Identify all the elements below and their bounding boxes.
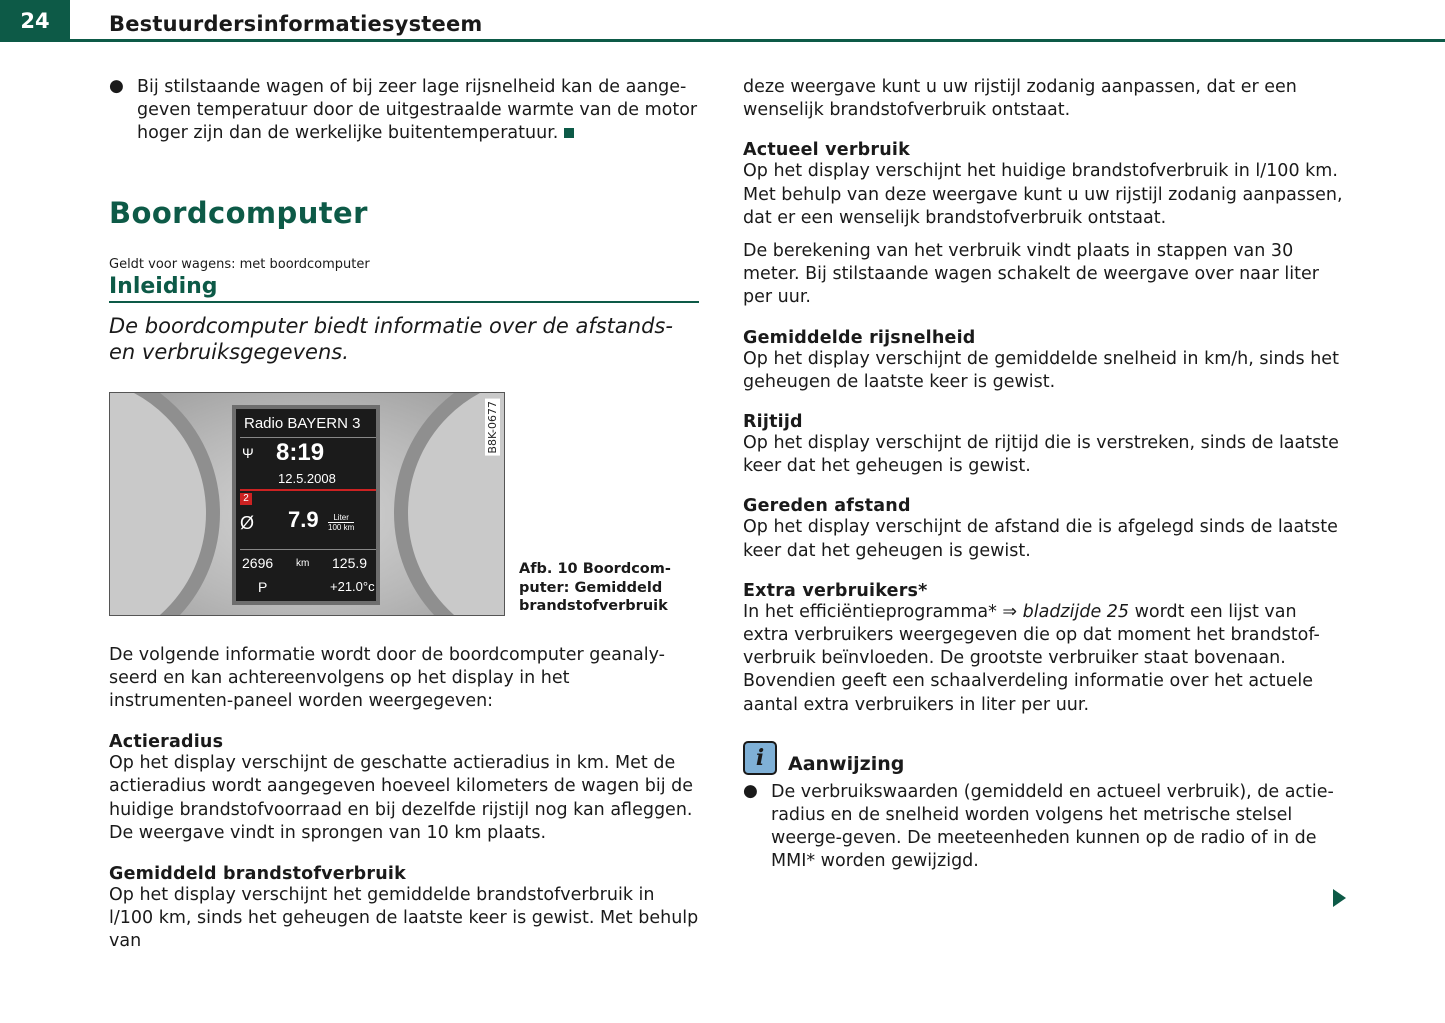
heading-gereden-afstand: Gereden afstand	[743, 496, 911, 517]
page-reference-link[interactable]: bladzijde 25	[1022, 601, 1130, 622]
text-gemiddeld-verbruik: Op het display verschijnt het gemiddelde brandstofverbruik in l/100 km, sinds het geheugen de laatste keer is gewist. Met behulp van	[109, 885, 699, 952]
memory-badge: 2	[240, 493, 252, 505]
display-temperature: +21.0°c	[330, 578, 375, 594]
display-divider	[240, 437, 376, 438]
text-rijtijd: Op het display verschijnt de rijtijd die is verstreken, sinds de laatste keer dat het geheugen is gewist.	[743, 433, 1339, 477]
right-column	[743, 76, 1343, 874]
bullet-dot-icon: ●	[109, 76, 124, 96]
text-rijsnelheid: Op het display verschijnt de gemiddelde snelheid in km/h, sinds het geheugen de laatste keer is gewist.	[743, 348, 1339, 392]
note-title: Aanwijzing	[788, 752, 905, 775]
bullet-dot-icon: ●	[743, 780, 758, 801]
note-bullet	[743, 781, 1343, 874]
continuation-text: deze weergave kunt u uw rijstijl zodanig aanpassen, dat er een wenselijk brandstofverbruik ontstaat.	[743, 77, 1297, 121]
header-rule	[70, 39, 1445, 42]
display-range-unit: km	[296, 557, 310, 569]
running-header-title: Bestuurdersinformatiesysteem	[109, 12, 483, 36]
driver-info-display	[232, 405, 380, 605]
display-station: Radio BAYERN 3	[244, 414, 361, 432]
consumption-unit	[328, 513, 354, 532]
next-page-arrow-icon[interactable]	[1333, 889, 1346, 907]
left-gauge	[109, 392, 220, 616]
extra-text-a: In het efficiëntieprogramma* ⇒	[743, 601, 1023, 622]
display-date: 12.5.2008	[278, 470, 336, 486]
text-actueel-verbruik-1: Op het display verschijnt het huidige brandstofverbruik in l/100 km. Met behulp van deze weergave kunt u uw rijstijl zodanig aanpassen, dat er een wenselijk brandstofverbruik ontstaat.	[743, 161, 1343, 228]
display-time: 8:19	[276, 438, 325, 466]
average-symbol: Ø	[240, 512, 255, 533]
figure-code: B8K-0677	[486, 400, 499, 454]
instrument-cluster-figure	[109, 392, 505, 616]
heading-rijsnelheid: Gemiddelde rijsnelheid	[743, 327, 976, 348]
display-consumption: 7.9	[288, 506, 319, 532]
unit-top: Liter	[333, 512, 349, 522]
display-range: 2696	[242, 554, 274, 571]
extra-text-b: wordt een lijst van extra verbruikers weergegeven die op dat moment het brandstof-verbruik beïnvloeden. De grootste verbruiker staat bovenaan. Bovendien geeft een schaalverdeling informatie over het actuele aantal extra verbruikers in liter per uur.	[743, 601, 1320, 715]
subsection-title: Inleiding	[109, 274, 699, 303]
note-text: De verbruikswaarden (gemiddeld en actueel verbruik), de actie-radius en de snelheid worden volgens het metrische stelsel weerge-geven. De meeteenheden kunnen op de radio of in de MMI* worden gewijzigd.	[771, 781, 1334, 872]
applies-to-note: Geldt voor wagens: met boordcomputer	[109, 256, 370, 272]
intro-bullet	[109, 76, 699, 146]
text-extra-verbruikers	[743, 601, 1343, 717]
end-of-section-icon	[564, 128, 574, 138]
note-header	[743, 741, 1343, 775]
heading-actieradius: Actieradius	[109, 732, 224, 753]
display-red-line	[240, 489, 376, 491]
heading-rijtijd: Rijtijd	[743, 412, 803, 433]
heading-actueel-verbruik: Actueel verbruik	[743, 140, 910, 161]
info-icon: i	[743, 741, 777, 775]
left-column	[109, 76, 699, 954]
heading-gemiddeld-verbruik: Gemiddeld brandstofverbruik	[109, 864, 406, 885]
display-divider	[240, 549, 376, 550]
page-number: 24	[0, 0, 70, 42]
intro-bullet-text: Bij stilstaande wagen of bij zeer lage rijsnelheid kan de aange-geven temperatuur door de uitgestraalde warmte van de motor hoger zijn dan de werkelijke buitentemperatuur.	[137, 77, 698, 144]
display-speed: 125.9	[332, 554, 368, 571]
display-gear: P	[258, 578, 268, 595]
unit-bottom: 100 km	[328, 522, 355, 532]
heading-extra-verbruikers: Extra verbruikers*	[743, 580, 928, 601]
figure-caption: Afb. 10 Boordcom-puter: Gemiddeld brandstofverbruik	[519, 561, 671, 615]
intro-paragraph: De volgende informatie wordt door de boordcomputer geanaly-seerd en kan achtereenvolgens op het display in het instrumenten-paneel worden weergegeven:	[109, 644, 665, 712]
section-title: Boordcomputer	[109, 195, 368, 230]
text-actieradius: Op het display verschijnt de geschatte actieradius in km. Met de actieradius wordt aangegeven hoeveel kilometers de wagen bij de huidige brandstofvoorraad en bij dezelfde rijstijl nog kan afleggen. De weergave vindt in sprongen van 10 km plaats.	[109, 753, 694, 843]
figure-block	[109, 392, 699, 616]
lead-text: De boordcomputer biedt informatie over de afstands- en verbruiksgegevens.	[109, 313, 673, 365]
text-actueel-verbruik-2: De berekening van het verbruik vindt plaats in stappen van 30 meter. Bij stilstaande wagen schakelt de weergave over naar liter per uur.	[743, 241, 1319, 308]
text-gereden-afstand: Op het display verschijnt de afstand die is afgelegd sinds de laatste keer dat het geheugen is gewist.	[743, 517, 1338, 561]
antenna-icon: Ψ	[242, 444, 254, 461]
